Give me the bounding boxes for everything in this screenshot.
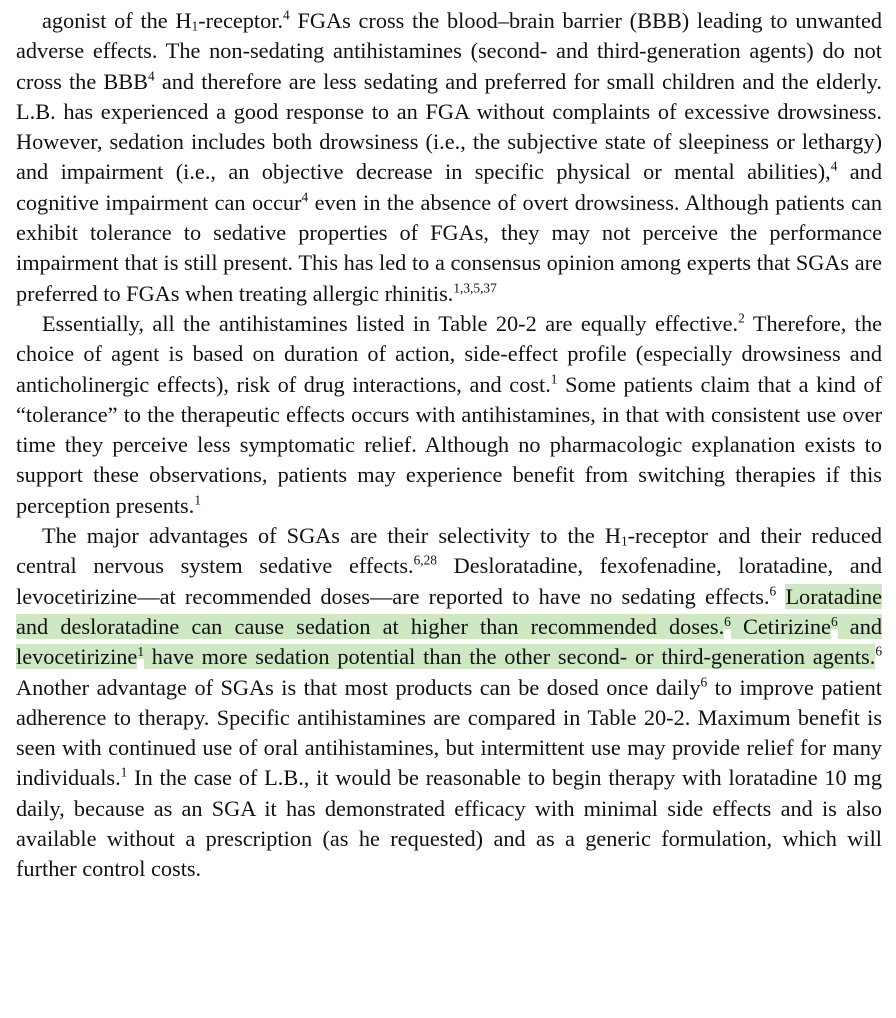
paragraph-3 (16, 521, 882, 885)
citation-superscript: 6 (875, 643, 882, 659)
citation-superscript-highlighted: 1 (137, 643, 145, 659)
text-run: to improve patient adherence to therapy. Specific antihistamines are compared in Table 20-2. Maximum benefit is seen with continued use of oral antihistamines, but intermittent use may provide relief for many individuals. (16, 674, 882, 791)
subscript: 1 (191, 18, 199, 34)
text-run: even in the absence of overt drowsiness. Although patients can exhibit tolerance to sedative properties of FGAs, they may not perceive the performance impairment that is still present. This has led to a consensus opinion among experts that SGAs are preferred to FGAs when treating allergic rhinitis. (16, 189, 883, 306)
text-run: agonist of the H (42, 8, 192, 33)
subscript: 1 (620, 533, 628, 549)
text-run-highlighted: Cetirizine (730, 613, 831, 639)
text-run: Therefore, the choice of agent is based on duration of action, side-effect profile (especially drowsiness and anticholinergic effects), risk of drug interactions, and cost. (16, 310, 882, 397)
citation-superscript: 4 (148, 68, 155, 84)
paragraph-2 (16, 309, 882, 521)
citation-superscript-highlighted: 6 (724, 613, 731, 629)
paragraph-1 (16, 6, 882, 309)
text-run: Some patients claim that a kind of “tolerance” to the therapeutic effects occurs with antihistamines, in that with consistent use over time they perceive less symptomatic relief. Although no pharmacologic explanation exists to support these observations, patients may experience benefit from switching therapies if this perception presents. (16, 371, 882, 518)
citation-superscript: 1 (194, 492, 201, 508)
text-run: FGAs cross the blood–brain barrier (BBB) leading to unwanted adverse effects. The non-sedating antihistamines (second- and third-generation agents) do not cross the BBB (16, 8, 883, 94)
text-run-highlighted: Loratadine and desloratadine can cause sedation at higher than recommended doses. (16, 583, 883, 639)
text-run: -receptor. (198, 8, 284, 33)
citation-superscript: 6 (769, 583, 777, 599)
text-run: In the case of L.B., it would be reasonable to begin therapy with loratadine 10 mg daily, because as an SGA it has demonstrated efficacy with minimal side effects and is also available without a prescription (as he requested) and as a generic formulation, which will further control costs. (16, 765, 882, 882)
citation-superscript: 4 (283, 7, 290, 23)
citation-superscript: 6,28 (413, 553, 437, 569)
text-run: Desloratadine, fexofenadine, loratadine, and levocetirizine—at recommended doses—are reported to have no sedating effects. (16, 553, 882, 609)
text-run: and therefore are less sedating and preferred for small children and the elderly. L.B. has experienced a good response to an FGA without complaints of excessive drowsiness. However, sedation includes both drowsiness (i.e., the subjective state of sleepiness or lethargy) and impairment (i.e., an objective decrease in specific physical or mental abilities), (16, 68, 882, 185)
citation-superscript: 4 (830, 159, 838, 175)
citation-superscript: 2 (738, 310, 745, 326)
text-run: and cognitive impairment can occur (16, 159, 882, 215)
text-run-highlighted: have more sedation potential than the other second- or third-generation agents. (144, 644, 876, 670)
citation-superscript: 4 (301, 189, 309, 205)
citation-superscript: 1,3,5,37 (453, 280, 497, 296)
text-run-highlighted: and levocetirizine (16, 613, 882, 670)
citation-superscript: 6 (700, 674, 708, 690)
citation-superscript: 1 (120, 765, 128, 781)
citation-superscript-highlighted: 6 (830, 613, 838, 629)
text-run: Another advantage of SGAs is that most products can be dosed once daily (16, 674, 701, 700)
text-run: The major advantages of SGAs are their selectivity to the H (42, 523, 621, 549)
text-run: Essentially, all the antihistamines listed in Table 20-2 are equally effective. (42, 310, 739, 336)
text-run: -receptor and their reduced central nervous system sedative effects. (16, 523, 882, 579)
citation-superscript: 1 (550, 371, 558, 387)
